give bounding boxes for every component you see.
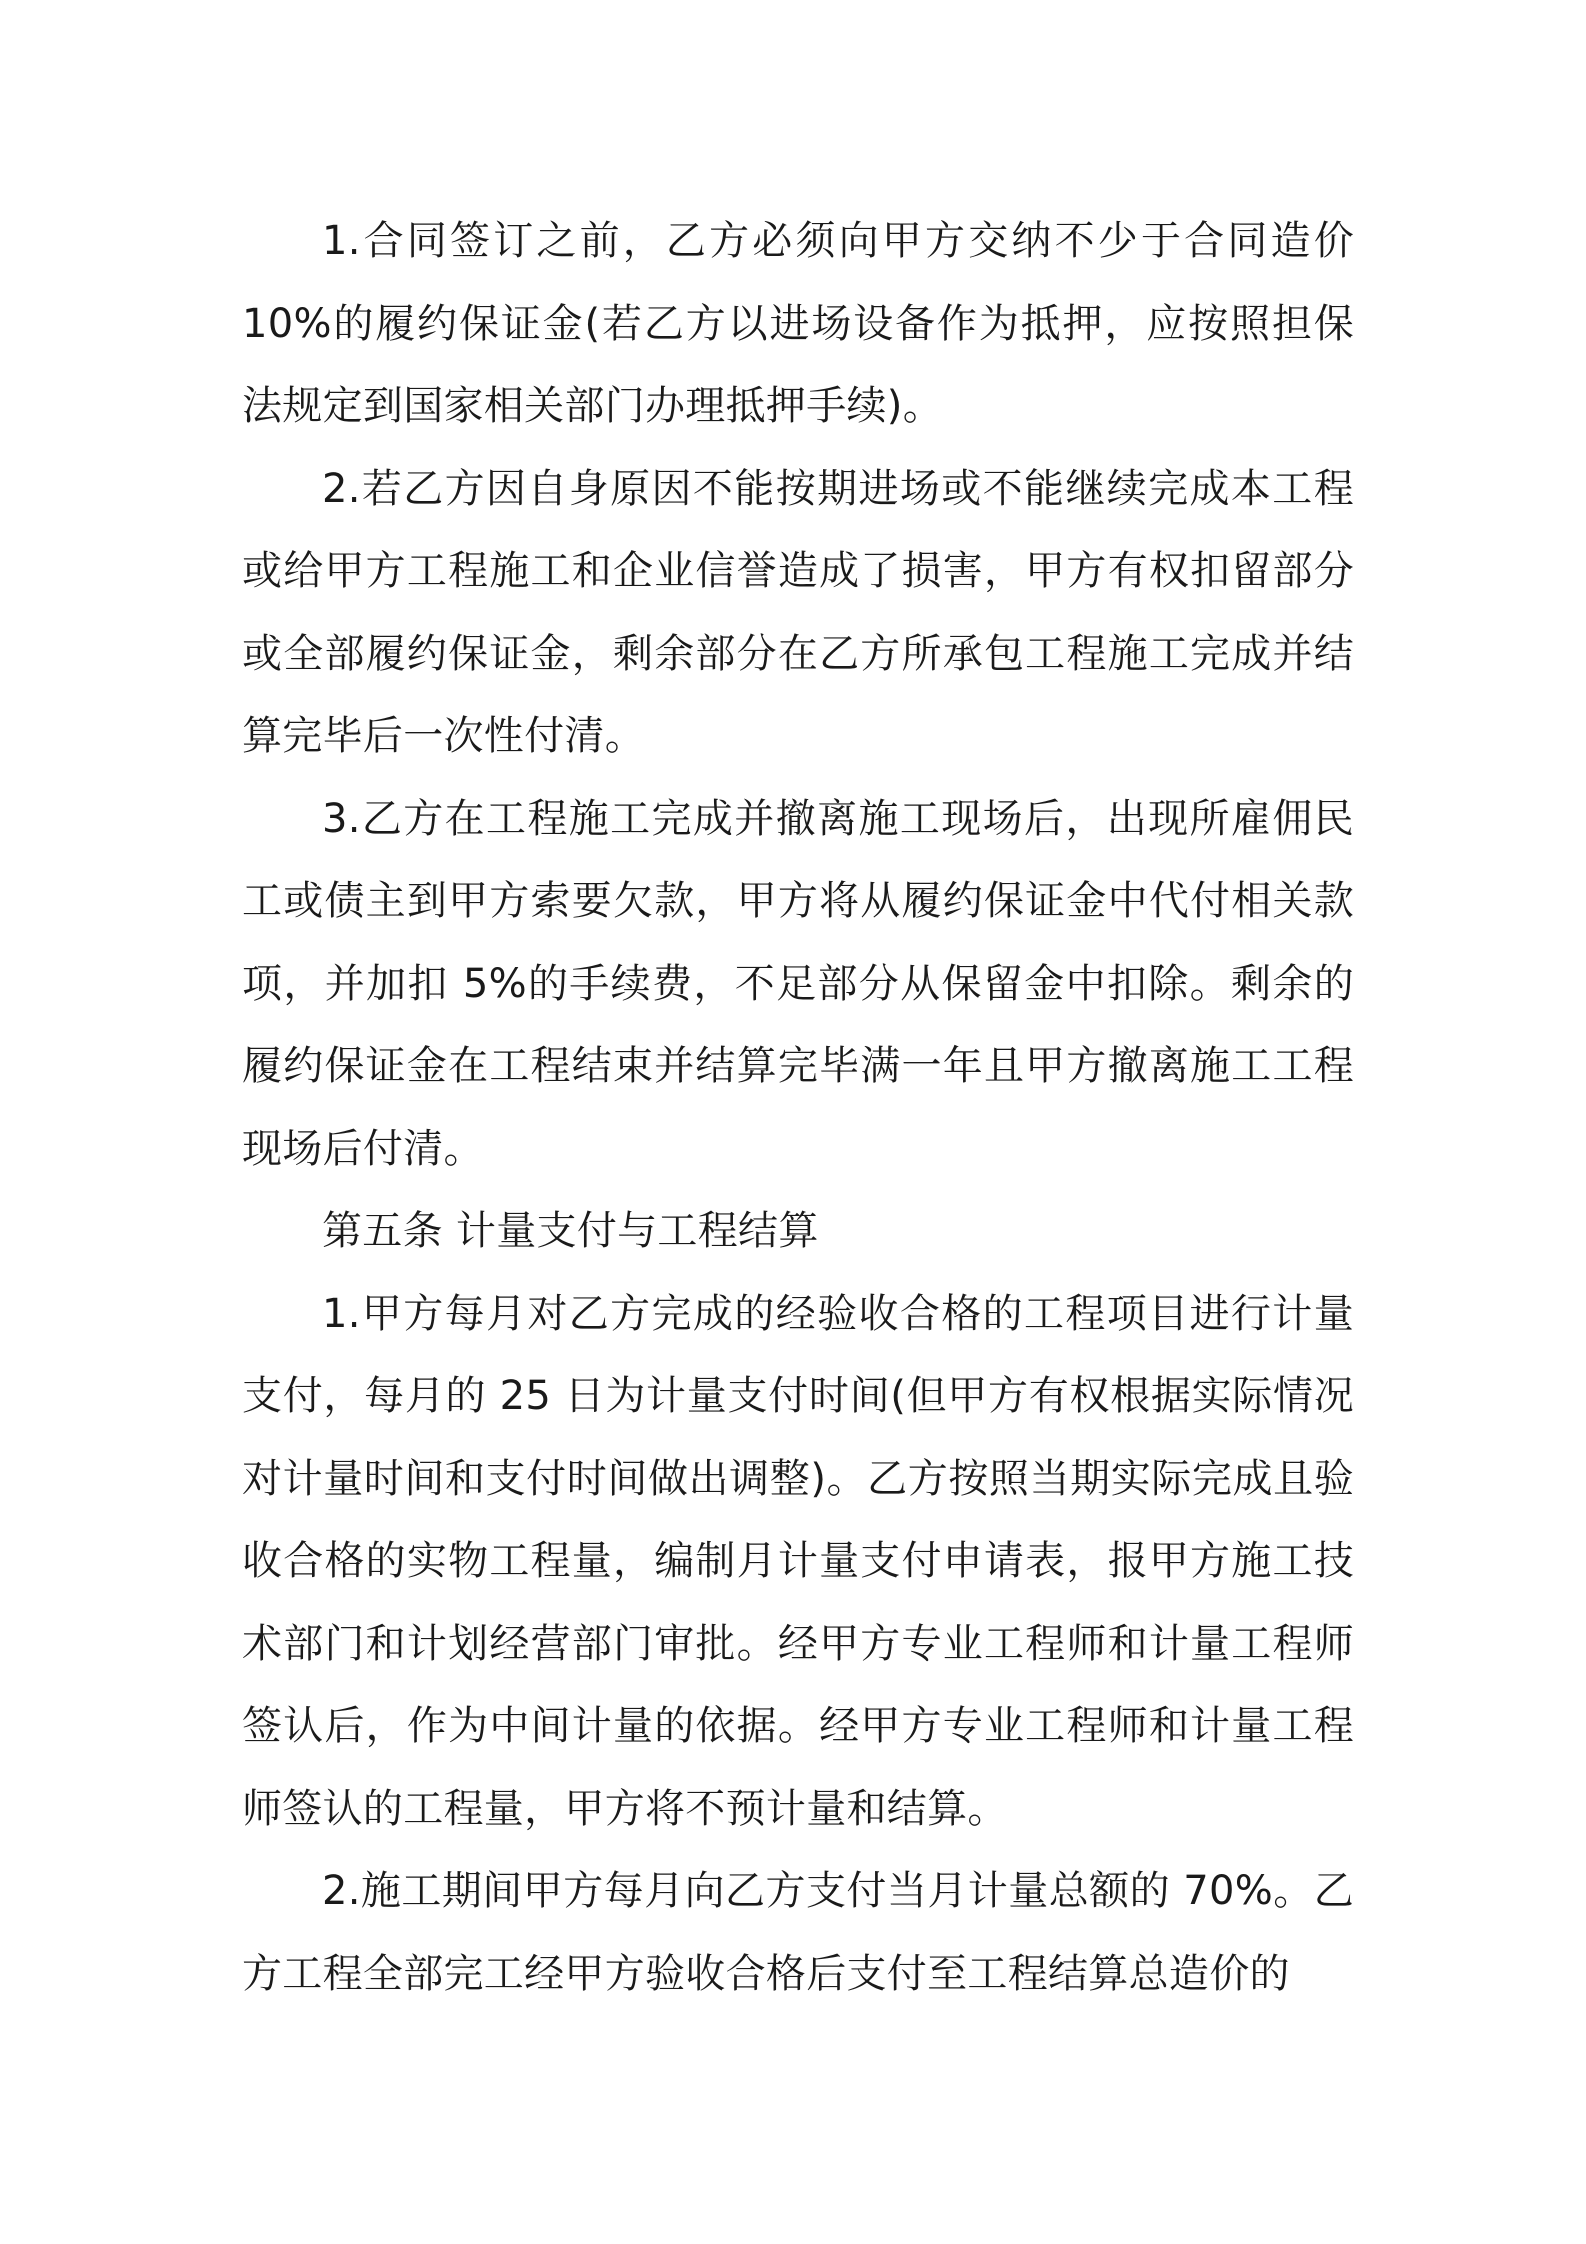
document-body	[242, 200, 1354, 2015]
clause-paragraph-2: 2.若乙方因自身原因不能按期进场或不能继续完成本工程或给甲方工程施工和企业信誉造成了损害，甲方有权扣留部分或全部履约保证金，剩余部分在乙方所承包工程施工完成并结算完毕后一次性付清。	[242, 465, 1354, 759]
clause-paragraph-5: 2.施工期间甲方每月向乙方支付当月计量总额的 70%。乙方工程全部完工经甲方验收合格后支付至工程结算总造价的	[242, 1868, 1354, 1997]
article-heading: 第五条 计量支付与工程结算	[322, 1208, 819, 1254]
clause-paragraph-3: 3.乙方在工程施工完成并撤离施工现场后，出现所雇佣民工或债主到甲方索要欠款，甲方将从履约保证金中代付相关款项，并加扣 5%的手续费，不足部分从保留金中扣除。剩余的履约保证金在工程结束并结算完毕满一年且甲方撤离施工工程现场后付清。	[242, 795, 1354, 1172]
clause-paragraph-4: 1.甲方每月对乙方完成的经验收合格的工程项目进行计量支付，每月的 25 日为计量支付时间(但甲方有权根据实际情况对计量时间和支付时间做出调整)。乙方按照当期实际完成且验收合格的实物工程量，编制月计量支付申请表，报甲方施工技术部门和计划经营部门审批。经甲方专业工程师和计量工程师签认后，作为中间计量的依据。经甲方专业工程师和计量工程师签认的工程量，甲方将不预计量和结算。	[242, 1290, 1354, 1832]
clause-paragraph-1: 1.合同签订之前，乙方必须向甲方交纳不少于合同造价 10%的履约保证金(若乙方以进场设备作为抵押，应按照担保法规定到国家相关部门办理抵押手续)。	[242, 218, 1354, 429]
